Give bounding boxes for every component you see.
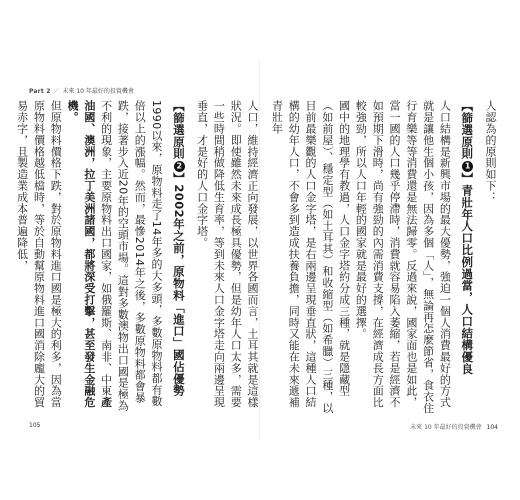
running-header	[29, 86, 134, 95]
heading-number-badge: 1	[462, 161, 473, 172]
heading-number-badge: 2	[174, 161, 185, 172]
page-number: 104	[486, 424, 498, 431]
paragraph: 1990以來，原物料走了14年多的大多頭，多數原物料都有數倍以上的漲幅。然而，最慘2014年之後，多數原物料都會暴跌，接著步入近20年的空頭市場。這對多數澳物出口國是極為不利的現象，主要原物料出口國家，如俄羅斯、南非、中東產油國、澳洲，拉丁美洲諸國，都將深受打擊，甚至發生金融危機。	[66, 100, 164, 412]
page-footer	[410, 422, 498, 431]
right-page	[260, 0, 520, 500]
right-text-block	[268, 100, 498, 416]
header-separator: ／	[53, 88, 60, 95]
heading-prefix: 【篩選原則	[171, 100, 186, 160]
paragraph: 人口結構是新興市場的最大優勢，強迫一個人消費最好的方式就是讓他生個小孩，因為多個「人」，無論再怎麼節省，食衣住行育樂等等消費還是無法歸零。反過來說，國家面也是如此，當一國的人口幾乎停滯時，消費就容易陷入萎縮，若是經濟不如預期下滑時，尚有強勁的內需消費支撐，在經濟成長方面比較強勁，所以人口年輕的國家就是最好的選擇。	[354, 100, 452, 414]
header-book-title: 未來 10 年最好的投資機會	[62, 88, 134, 95]
page-number: 105	[29, 422, 41, 429]
header-part-label: Part 2	[29, 88, 51, 95]
highlighted-phrase: 產油國、澳洲，拉丁美洲諸國，都將深受打擊，甚至發生金融危機。	[66, 100, 113, 408]
heading-text: 】青壯年人口比例過當，人口結構優良	[460, 172, 475, 375]
left-text-block	[15, 100, 260, 416]
paragraph: 但原物料價格下跌，對於原物料進口國是極大的利多，因為當原物料價格越低檔時，等於自動幫原物料進口國消除龐大的貿易赤字，且製造業成本普遍降低，	[15, 100, 63, 408]
section-heading	[170, 100, 187, 416]
paragraph: 人口，維持經濟正向發展，以世界各國而言，土耳其就是這樣狀況。即使雖然未來成長極具優勢，但是幼年人口太多，需要一些時間稍做降低生育率，等到未來人口金字塔走向兩邊呈現垂直，才是好的人口金字塔。	[195, 100, 259, 408]
paragraph: 國中的地理學有教過，人口金字塔約分成三種，就是隱藏型（如前屋）、穩定型（如土耳其）和收縮型（如希臘）三種，以目前最樂觀的人口金字塔，是右兩邊呈現垂直狀，這種人口結構的幼年人口，不會多到造成扶養負擔，同時又能在未來遞補青壯年	[270, 100, 351, 414]
heading-text: 】2002年之前，原物料「進口」國佔優勢	[171, 172, 186, 397]
paragraph: 人認為的原則如下：	[484, 100, 497, 203]
section-heading	[458, 100, 475, 416]
heading-prefix: 【篩選原則	[460, 100, 475, 160]
footer-book-title: 未來 10 年最好的投資機會	[410, 424, 482, 431]
